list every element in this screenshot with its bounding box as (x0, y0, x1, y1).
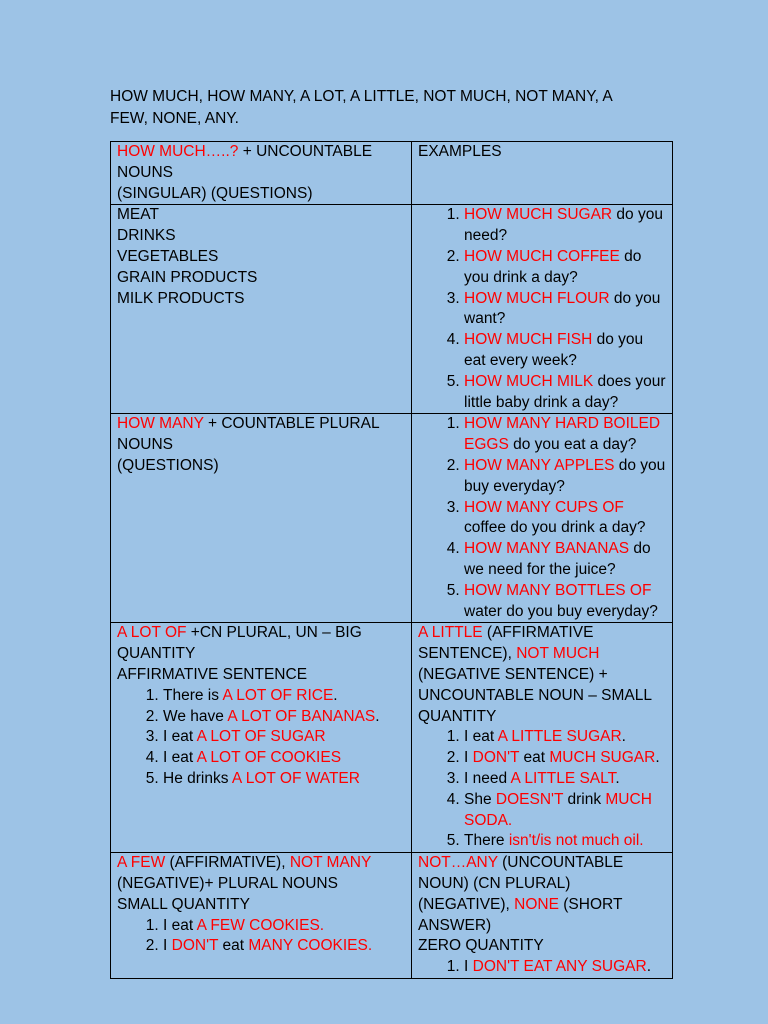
cell-line (117, 853, 405, 895)
text-segment: . (333, 686, 338, 704)
text-segment: . (615, 769, 620, 787)
highlight-text: HOW MANY (117, 415, 204, 433)
list-item (464, 790, 666, 832)
highlight-text: MUCH SODA. (464, 790, 652, 829)
highlight-text: HOW MUCH SUGAR (464, 206, 613, 224)
highlight-text: DON'T (472, 749, 520, 767)
list-item (163, 769, 405, 790)
table-row (111, 414, 673, 623)
cell-line (117, 623, 405, 665)
text-segment: I eat (163, 728, 197, 746)
cell-line (117, 247, 405, 268)
list-item (464, 456, 666, 498)
cell-line (117, 895, 405, 916)
highlight-text: isn't/is not much oil. (508, 832, 644, 850)
text-segment: ZERO QUANTITY (418, 937, 544, 955)
text-segment: There is (163, 686, 223, 704)
text-segment: do you eat every week? (464, 331, 644, 369)
list-item (464, 727, 666, 748)
highlight-text: NOT MUCH (516, 645, 600, 663)
highlight-text: HOW MANY CUPS OF (464, 498, 624, 516)
text-segment: do you drink a day? (464, 247, 642, 286)
grammar-table (110, 141, 673, 979)
list-item (163, 707, 405, 728)
table-row (111, 205, 673, 414)
highlight-text: A LOT OF RICE (222, 686, 334, 704)
text-segment: I eat (163, 916, 197, 934)
table-cell-left (111, 853, 412, 979)
text-segment: I need (464, 769, 511, 787)
list-item (163, 686, 405, 707)
text-segment: She (464, 790, 496, 808)
cell-line (117, 226, 405, 247)
highlight-text: HOW MANY HARD BOILED EGGS (464, 415, 661, 454)
highlight-text: A LITTLE SALT (510, 769, 616, 787)
highlight-text: NONE (514, 895, 559, 913)
highlight-text: A FEW COOKIES. (196, 916, 325, 934)
text-segment: do we need for the juice? (464, 540, 651, 578)
text-segment: + COUNTABLE PLURAL NOUNS (117, 415, 379, 454)
text-segment: (SHORT ANSWER) (418, 895, 623, 934)
text-segment: VEGETABLES (117, 247, 219, 265)
text-segment: (UNCOUNTABLE NOUN) (CN PLURAL) (NEGATIVE), (418, 854, 624, 913)
list-item (163, 748, 405, 769)
table-cell-left (111, 205, 412, 414)
text-segment: I eat (163, 749, 197, 767)
text-segment: . (646, 958, 652, 976)
highlight-text: DON'T EAT ANY SUGAR (472, 958, 647, 976)
list-item (464, 748, 666, 769)
text-segment: (NEGATIVE)+ PLURAL NOUNS (117, 874, 338, 892)
text-segment: GRAIN PRODUCTS (117, 268, 258, 286)
list-item (464, 957, 666, 978)
highlight-text: DON'T (171, 937, 219, 955)
text-segment: + UNCOUNTABLE NOUNS (117, 143, 373, 181)
text-segment: coffee do you drink a day? (464, 519, 646, 537)
table-cell-right (412, 853, 673, 979)
text-segment: do you buy everyday? (464, 456, 666, 495)
text-segment: do you want? (464, 289, 661, 328)
text-segment: AFFIRMATIVE SENTENCE (117, 665, 308, 683)
text-segment: do you need? (464, 206, 663, 245)
highlight-text: HOW MANY BOTTLES OF (464, 581, 652, 599)
table-cell-right (412, 414, 673, 623)
highlight-text: A LITTLE (418, 624, 483, 642)
text-segment: +CN PLURAL, UN – BIG QUANTITY (117, 624, 362, 663)
highlight-text: DOESN'T (495, 790, 564, 808)
text-segment: drink (563, 790, 606, 808)
text-segment: DRINKS (117, 227, 176, 245)
cell-line (418, 853, 666, 936)
text-segment: (NEGATIVE SENTENCE) + UNCOUNTABLE NOUN – SMALL QUANTITY (418, 665, 652, 725)
cell-line (117, 268, 405, 289)
highlight-text: A FEW (117, 854, 166, 872)
text-segment: EXAMPLES (418, 143, 502, 160)
list-item (163, 916, 405, 937)
numbered-list (418, 727, 666, 852)
highlight-text: HOW MUCH…..? (117, 143, 239, 160)
highlight-text: A LOT OF COOKIES (196, 749, 342, 767)
cell-line (418, 142, 666, 163)
highlight-text: HOW MUCH COFFEE (464, 247, 620, 265)
text-segment: do you eat a day? (508, 436, 637, 454)
highlight-text: HOW MUCH MILK (464, 372, 594, 390)
page-title: HOW MUCH, HOW MANY, A LOT, A LITTLE, NOT MUCH, NOT MANY, A FEW, NONE, ANY. (110, 88, 612, 127)
highlight-text: NOT…ANY (418, 854, 498, 872)
table-row (111, 853, 673, 979)
list-item (464, 205, 666, 247)
highlight-text: A LOT OF SUGAR (196, 728, 326, 746)
cell-line (418, 936, 666, 957)
text-segment: MEAT (117, 206, 159, 224)
highlight-text: HOW MUCH FISH (464, 331, 593, 349)
text-segment: MILK PRODUCTS (117, 289, 245, 307)
table-cell-right (412, 205, 673, 414)
cell-line (117, 414, 405, 456)
text-segment: He drinks (163, 769, 232, 787)
highlight-text: MANY COOKIES. (248, 937, 373, 955)
numbered-list (117, 686, 405, 790)
highlight-text: NOT MANY (289, 854, 372, 872)
table-row (111, 142, 673, 205)
highlight-text: HOW MANY BANANAS (464, 540, 630, 558)
text-segment: I (163, 937, 172, 955)
cell-line (117, 289, 405, 310)
cell-line (418, 623, 666, 727)
text-segment: (AFFIRMATIVE), (165, 854, 290, 872)
text-segment: SMALL QUANTITY (117, 895, 250, 913)
text-segment: There (464, 832, 509, 850)
numbered-list (418, 414, 666, 622)
table-row (111, 623, 673, 853)
list-item (464, 769, 666, 790)
text-segment: I eat (464, 728, 498, 746)
highlight-text: HOW MUCH FLOUR (464, 289, 610, 307)
text-segment: I (464, 749, 473, 767)
text-segment: eat (519, 749, 550, 767)
text-segment: . (655, 749, 660, 767)
list-item (464, 414, 666, 456)
table-cell-left (111, 623, 412, 853)
list-item (464, 247, 666, 289)
list-item (464, 372, 666, 414)
text-segment: does your little baby drink a day? (464, 372, 666, 411)
highlight-text: A LOT OF BANANAS (227, 707, 376, 725)
list-item (464, 539, 666, 581)
text-segment: (QUESTIONS) (117, 456, 219, 474)
numbered-list (117, 916, 405, 958)
highlight-text: A LOT OF WATER (231, 769, 360, 787)
table-cell-left (111, 414, 412, 623)
text-segment: (AFFIRMATIVE SENTENCE), (418, 624, 594, 663)
highlight-text: MUCH SUGAR (549, 749, 656, 767)
text-segment: water do you buy everyday? (464, 602, 658, 620)
list-item (464, 330, 666, 372)
cell-line (117, 205, 405, 226)
highlight-text: A LITTLE SUGAR (497, 728, 622, 746)
text-segment: I (464, 958, 473, 976)
list-item (464, 581, 666, 623)
cell-line (117, 665, 405, 686)
text-segment: . (375, 707, 380, 725)
list-item (163, 936, 405, 957)
highlight-text: HOW MANY APPLES (464, 456, 615, 474)
list-item (464, 289, 666, 331)
cell-line (117, 456, 405, 477)
highlight-text: A LOT OF (117, 624, 191, 642)
text-segment: We have (163, 707, 228, 725)
list-item (464, 831, 666, 852)
text-segment: . (621, 728, 626, 746)
table-cell-left (111, 142, 412, 205)
cell-line (117, 184, 405, 205)
text-segment: (SINGULAR) (QUESTIONS) (117, 184, 313, 202)
table-cell-right (412, 623, 673, 853)
numbered-list (418, 957, 666, 978)
table-cell-right (412, 142, 673, 205)
numbered-list (418, 205, 666, 413)
list-item (464, 498, 666, 540)
cell-line (117, 142, 405, 184)
text-segment: eat (218, 937, 249, 955)
list-item (163, 727, 405, 748)
